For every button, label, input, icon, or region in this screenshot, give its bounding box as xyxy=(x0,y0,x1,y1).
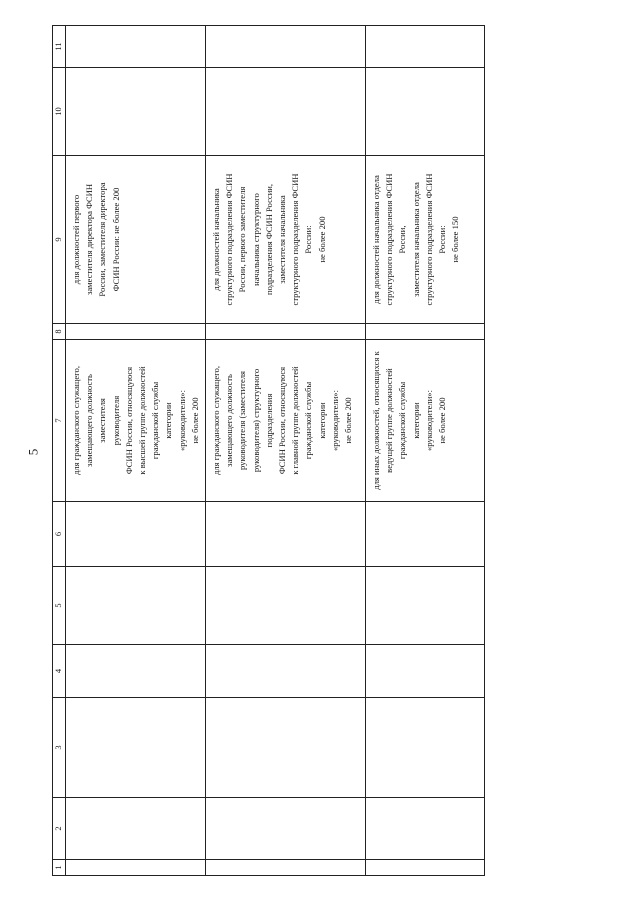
page-number: 5 xyxy=(25,448,41,456)
cell-text-line: «руководители»: xyxy=(423,390,434,451)
cell-text-line: гражданской службы xyxy=(397,381,408,460)
cell-text-line: подразделения ФСИН России, xyxy=(263,183,274,296)
cell-text-line: заместителя начальника xyxy=(277,195,288,284)
cell-text-line: не более 150 xyxy=(450,216,461,263)
cell-text-line: для иных должностей, относящихся к xyxy=(371,351,382,490)
cell-text-line: не более 200 xyxy=(189,397,200,444)
table-container xyxy=(52,26,485,876)
column-header-3: 3 xyxy=(53,698,66,798)
cell-text-line: ФСИН России, относящуюся xyxy=(123,366,134,475)
cell-text-line: заместителя начальника отдела xyxy=(410,182,421,297)
cell-text-line: ФСИН России, относящуюся xyxy=(277,366,288,475)
column-header-4: 4 xyxy=(53,645,66,698)
cell-text-line: не более 200 xyxy=(316,216,327,263)
rotated-table xyxy=(52,26,485,876)
cell-text-line: гражданской службы xyxy=(150,381,161,460)
cell-text-line: России, первого заместителя xyxy=(237,186,248,293)
cell-text-line: подразделения xyxy=(263,393,274,448)
cell-text-line: категории xyxy=(316,402,327,439)
cell-text-line: гражданской службы xyxy=(303,381,314,460)
column-header-2: 2 xyxy=(53,798,66,860)
column-header-10: 10 xyxy=(53,68,66,156)
row-3-col-7 xyxy=(366,340,485,502)
cell-text-line: структурного подразделения ФСИН xyxy=(224,173,235,306)
column-header-1: 1 xyxy=(53,860,66,876)
cell-text-line: к высшей группе должностей xyxy=(137,366,148,475)
cell-text-line: для гражданского служащего, xyxy=(211,366,222,475)
cell-text-line: ФСИН России: не более 200 xyxy=(110,187,121,292)
table-row xyxy=(366,26,485,876)
row-1-col-7 xyxy=(66,340,206,502)
cell-text-line: структурного подразделения ФСИН xyxy=(423,173,434,306)
cell-text-line: не более 200 xyxy=(343,397,354,444)
data-table xyxy=(52,25,485,876)
cell-text-line: «руководители»: xyxy=(329,390,340,451)
cell-text-line: начальника структурного xyxy=(250,193,261,286)
cell-text-line: руководителя xyxy=(110,395,121,446)
column-header-6: 6 xyxy=(53,502,66,567)
cell-text-line: России, xyxy=(397,225,408,254)
cell-text-line: руководителя (заместителя xyxy=(237,371,248,471)
column-header-7: 7 xyxy=(53,340,66,502)
cell-text-line: заместителя директора ФСИН xyxy=(84,183,95,296)
cell-text-line: замещающего должность xyxy=(224,374,235,467)
column-header-11: 11 xyxy=(53,26,66,68)
cell-text-line: заместителя xyxy=(97,398,108,443)
cell-text-line: России: xyxy=(437,225,448,254)
cell-text-line: категории xyxy=(163,402,174,439)
cell-text-line: для должностей первого xyxy=(71,194,81,285)
column-header-5: 5 xyxy=(53,567,66,645)
row-1-col-9 xyxy=(66,156,206,324)
header-row xyxy=(53,26,66,876)
cell-text-line: «руководители»: xyxy=(176,390,187,451)
cell-text-line: категории xyxy=(410,402,421,439)
column-header-9: 9 xyxy=(53,156,66,324)
cell-text-line: России, заместителя директора xyxy=(97,182,108,297)
cell-text-line: для гражданского служащего, xyxy=(71,366,81,475)
table-row xyxy=(206,26,366,876)
cell-text-line: для должностей начальника xyxy=(211,188,222,291)
cell-text-line: структурного подразделения ФСИН xyxy=(290,173,301,306)
column-header-8: 8 xyxy=(53,324,66,340)
row-2-col-9 xyxy=(206,156,366,324)
row-2-col-7 xyxy=(206,340,366,502)
cell-text-line: к главной группе должностей xyxy=(290,366,301,475)
cell-text-line: структурного подразделения ФСИН xyxy=(384,173,395,306)
table-row xyxy=(66,26,206,876)
cell-text-line: замещающего должность xyxy=(84,374,95,467)
cell-text-line: не более 200 xyxy=(437,397,448,444)
cell-text-line: России: xyxy=(303,225,314,254)
cell-text-line: ведущей группе должностей xyxy=(384,368,395,473)
cell-text-line: для должностей начальника отдела xyxy=(371,175,382,304)
row-3-col-9 xyxy=(366,156,485,324)
cell-text-line: руководителя) структурного xyxy=(250,368,261,473)
